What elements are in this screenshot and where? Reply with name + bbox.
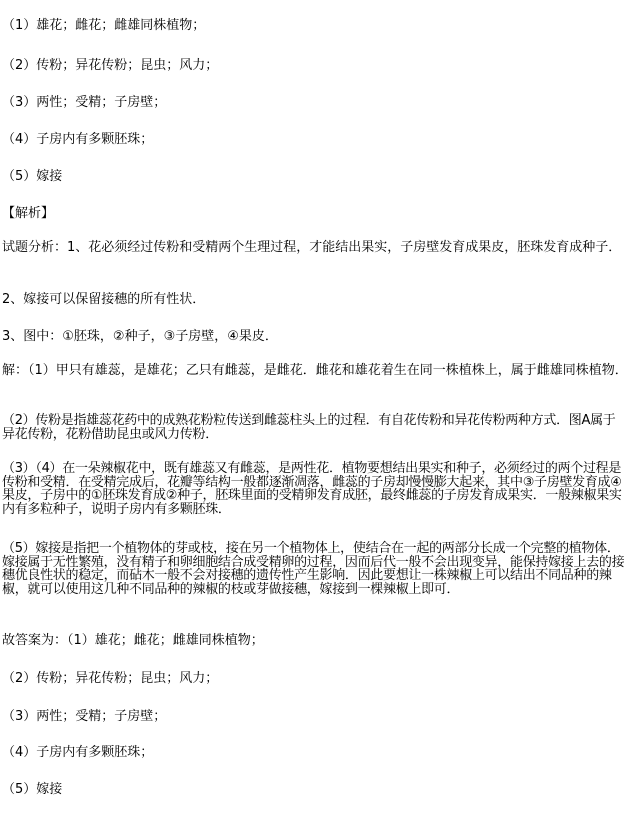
answer-line-4: （4）子房内有多颗胚珠； [2, 132, 154, 147]
final-answer-line-2: （2）传粉；异花传粉；昆虫；风力； [2, 671, 219, 686]
answer-line-3: （3）两性；受精；子房壁； [2, 95, 167, 110]
final-answer-line-4: （4）子房内有多颗胚珠； [2, 745, 154, 760]
solution-part-5: （5）嫁接是指把一个植物体的芽或枝，接在另一个植物体上，使结合在一起的两部分长成一个完整的植物体．嫁接属于无性繁殖，没有精子和卵细胞结合成受精卵的过程，因而后代一般不会出现变异，能保持嫁接上去的接穗优良性状的稳定，而砧木一般不会对接穗的遗传性产生影响．因此要想让一株辣椒上可以结出不同品种的辣椒，就可以使用这几种不同品种的辣椒的枝或芽做接穗，嫁接到一棵辣椒上即可． [2, 541, 625, 597]
final-answer-line-3: （3）两性；受精；子房壁； [2, 709, 167, 724]
answer-line-1: （1）雄花；雌花；雌雄同株植物； [2, 18, 206, 33]
answer-line-2: （2）传粉；异花传粉；昆虫；风力； [2, 58, 219, 73]
solution-part-2: （2）传粉是指雄蕊花药中的成熟花粉粒传送到雌蕊柱头上的过程．有自花传粉和异花传粉两种方式．图A属于异花传粉，花粉借助昆虫或风力传粉． [2, 413, 616, 442]
analysis-paragraph-3: 3、图中：①胚珠，②种子，③子房壁，④果皮． [2, 329, 278, 344]
analysis-paragraph-1: 试题分析：1、花必须经过传粉和受精两个生理过程，才能结出果实，子房壁发育成果皮，胚珠发育成种子． [2, 240, 622, 255]
analysis-paragraph-2: 2、嫁接可以保留接穗的所有性状． [2, 292, 206, 307]
solution-part-1: 解：（1）甲只有雄蕊，是雄花；乙只有雌蕊，是雌花．雌花和雄花着生在同一株植株上，属于雌雄同株植物． [2, 363, 628, 378]
solution-part-3-4: （3）（4）在一朵辣椒花中，既有雄蕊又有雌蕊，是两性花．植物要想结出果实和种子，必须经过的两个过程是传粉和受精．在受精完成后，花瓣等结构一般都逐渐凋落，雌蕊的子房却慢慢膨大起来，其中③子房壁发育成④果皮，子房中的①胚珠发育成②种子，胚珠里面的受精卵发育成胚，最终雌蕊的子房发育成果实．一般辣椒果实内有多粒种子，说明子房内有多颗胚珠． [2, 461, 622, 517]
answer-line-5: （5）嫁接 [2, 169, 63, 184]
final-answer-line-5: （5）嫁接 [2, 782, 63, 797]
final-answer-line-1: 故答案为：（1）雄花；雌花；雌雄同株植物； [2, 633, 264, 648]
section-heading: 【解析】 [2, 206, 55, 221]
